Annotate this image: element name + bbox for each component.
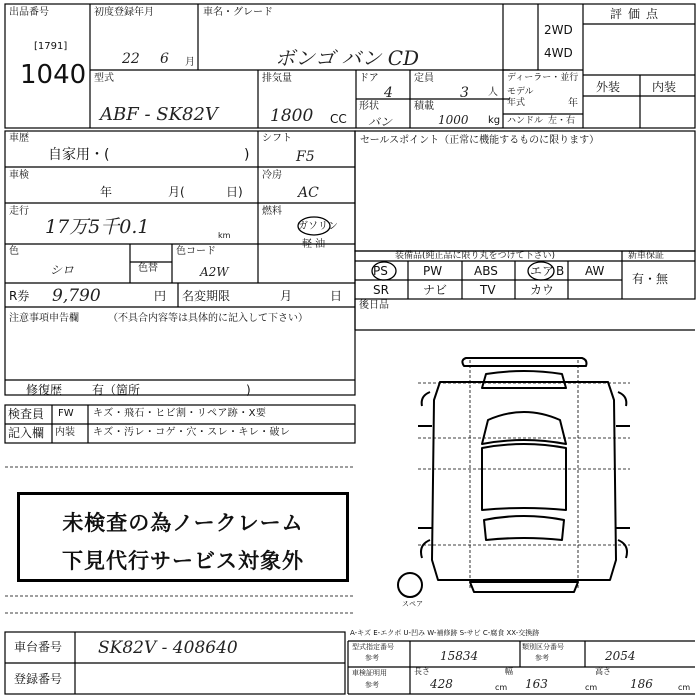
history-close: )	[244, 147, 250, 163]
load-unit: kg	[488, 115, 501, 126]
inspection-year: 年	[100, 185, 113, 199]
damage-legend: A-キズ E-エクボ U-凹み W-補修跡 S-サビ C-腐食 XX-交換跡	[350, 629, 540, 637]
drive-4wd: 4WD	[544, 46, 573, 60]
recycle-value: 9,790	[52, 286, 101, 306]
fuel-label: 燃料	[262, 206, 282, 217]
displacement-unit: CC	[330, 112, 347, 126]
notice-box	[17, 492, 349, 582]
car-name-label: 車名・グレード	[203, 7, 273, 18]
inspector-fw: FW	[58, 408, 74, 419]
mileage-value: 17万5千0.1	[45, 216, 150, 238]
shape-label: 形状	[359, 101, 379, 112]
chassis-value: SK82V - 408640	[98, 638, 238, 658]
capacity-label: 定員	[414, 73, 434, 84]
price2-label-1: 類別区分番号	[522, 643, 564, 651]
dims-label-1: 車検証明用	[352, 669, 387, 677]
inspector-interior-text: キズ・汚レ・コゲ・穴・スレ・キレ・破レ	[93, 427, 291, 438]
inspection-month: 月(	[168, 185, 185, 199]
width-label: 幅	[505, 667, 513, 676]
equip-pw: PW	[423, 264, 443, 278]
equip-abs: ABS	[474, 264, 498, 278]
inspector-label-2: 記入欄	[8, 426, 45, 440]
length-unit: cm	[495, 683, 508, 692]
displacement-label: 排気量	[262, 73, 292, 84]
doors-label: ドア	[359, 73, 379, 84]
year-unit: 年	[568, 98, 578, 109]
mileage-label: 走行	[9, 206, 29, 217]
sales-point-label: セールスポイント（正常に機能するものに限ります）	[360, 135, 600, 146]
color-code-label: 色コード	[176, 246, 216, 257]
length-label: 長さ	[414, 667, 430, 676]
width-unit: cm	[585, 683, 598, 692]
inspector-label-1: 検査員	[8, 407, 45, 421]
inspection-label: 車検	[9, 170, 29, 181]
equip-sr: SR	[373, 283, 389, 297]
name-change-label: 名変期限	[182, 289, 231, 303]
equip-air: エア	[530, 264, 555, 278]
notes-instruction: （不具合内容等は具体的に記入して下さい）	[108, 313, 308, 324]
model-year-label: モデル	[507, 87, 534, 97]
chassis-label: 車台番号	[14, 640, 63, 654]
name-change-month: 月	[280, 289, 293, 303]
history-label: 車歴	[9, 133, 29, 144]
capacity-value: 3	[460, 85, 469, 101]
exterior-label: 外装	[596, 80, 621, 94]
equipment-label: 装備品(純正品に限り丸をつけて下さい)	[395, 251, 556, 261]
reg-date-label: 初度登録年月	[94, 7, 154, 18]
color-code-value: A2W	[200, 265, 229, 279]
capacity-unit: 人	[488, 87, 498, 98]
notes-label: 注意事項申告欄	[9, 313, 79, 324]
displacement-value: 1800	[270, 106, 314, 126]
year-label: 年式	[507, 98, 526, 108]
color-label: 色	[9, 246, 19, 257]
fuel-diesel: 軽 油	[302, 239, 326, 250]
dims-label-2: 参考	[365, 681, 379, 689]
length-value: 428	[430, 677, 453, 691]
handle-value: 左・右	[548, 116, 576, 126]
notice-line-1: 未検査の為ノークレーム	[62, 511, 304, 535]
model-value: ABF - SK82V	[100, 104, 218, 125]
inspection-day: 日)	[226, 185, 243, 199]
recycle-label: R券	[9, 289, 30, 303]
reg-no-label: 登録番号	[14, 672, 63, 686]
inspector-fw-text: キズ・飛石・ヒビ割・リペア跡・X要	[93, 408, 267, 419]
lot-label: 出品番号	[9, 7, 49, 18]
name-change-day: 日	[330, 289, 343, 303]
repair-label: 修復歴	[26, 383, 63, 397]
price1-value: 15834	[440, 649, 479, 663]
new-car-value: 有・無	[632, 272, 669, 286]
fuel-gasoline: ガソリン	[298, 221, 338, 232]
spare-label: スペア	[402, 600, 423, 608]
reg-year: 22	[122, 51, 140, 67]
load-value: 1000	[438, 113, 469, 127]
ac-value: AC	[298, 185, 319, 201]
price2-label-2: 参考	[535, 654, 549, 662]
notice-line-2: 下見代行サービス対象外	[62, 549, 304, 573]
equip-aw: AW	[585, 264, 605, 278]
dealer-label: ディーラー・並行	[507, 73, 579, 83]
inspector-interior: 内装	[55, 427, 75, 438]
price1-label-2: 参考	[365, 654, 379, 662]
height-value: 186	[630, 677, 653, 691]
interior-label: 内装	[652, 80, 677, 94]
color-changed-label: 色替	[138, 263, 158, 274]
height-label: 高さ	[595, 667, 611, 676]
repair-value: 有（箇所	[92, 383, 141, 397]
height-unit: cm	[678, 683, 691, 692]
new-car-label: 新車保証	[628, 251, 665, 261]
equip-bag: B	[556, 264, 565, 278]
doors-value: 4	[384, 85, 393, 101]
shape-value: バン	[368, 115, 393, 129]
car-name: ボンゴ バン CD	[275, 46, 420, 70]
mileage-unit: km	[218, 231, 231, 240]
equip-navi: ナビ	[423, 283, 448, 297]
model-label: 型式	[94, 73, 114, 84]
ac-label: 冷房	[262, 170, 282, 181]
price2-value: 2054	[605, 649, 636, 663]
color-value: シロ	[50, 263, 75, 277]
shift-value: F5	[296, 149, 315, 165]
shift-label: シフト	[262, 133, 292, 144]
repair-close: )	[246, 383, 251, 397]
reg-month: 6	[160, 51, 169, 67]
lot-number: 1040	[20, 60, 87, 90]
reg-month-unit: 月	[185, 57, 195, 68]
equip-cow: カウ	[530, 283, 555, 297]
drive-2wd: 2WD	[544, 23, 573, 37]
lot-code: [1791]	[34, 41, 68, 52]
aftermarket-label: 後日品	[359, 300, 389, 311]
width-value: 163	[525, 677, 548, 691]
history-value: 自家用・(	[48, 147, 110, 163]
rating-label: 評価点	[610, 7, 665, 21]
price1-label-1: 型式指定番号	[352, 643, 394, 651]
equip-tv: TV	[480, 283, 496, 297]
handle-label: ハンドル	[507, 116, 544, 126]
equip-ps: PS	[373, 264, 388, 278]
recycle-unit: 円	[154, 289, 167, 303]
load-label: 積載	[414, 101, 434, 112]
